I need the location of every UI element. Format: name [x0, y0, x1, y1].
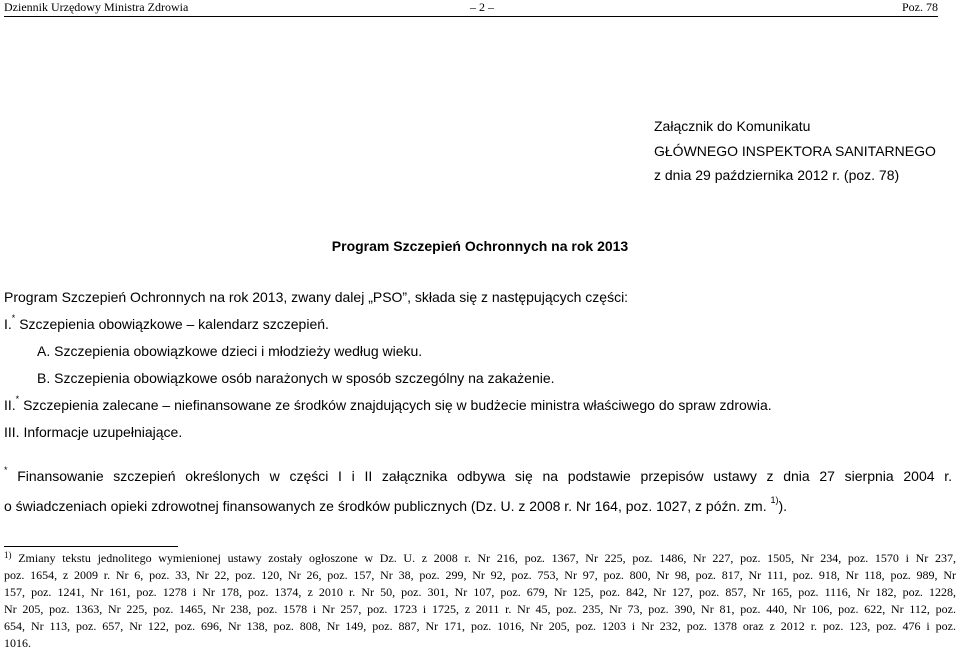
financing-note-line-2	[4, 495, 788, 514]
document-title: Program Szczepień Ochronnych na rok 2013	[331, 238, 629, 254]
section-1	[4, 313, 329, 332]
journal-name: Dziennik Urzędowy Ministra Zdrowia	[4, 0, 189, 14]
financing-note-line-1	[4, 465, 952, 484]
footnote-line: 157, poz. 1241, Nr 161, poz. 1278 i Nr 178, poz. 1374, z 2010 r. Nr 50, poz. 301, Nr 107, poz. 679, Nr 125, poz. 842, Nr 127, poz. 857, Nr 165, poz. 1116, Nr 182, poz. 1228,	[4, 585, 956, 599]
footnote-line: $^{1)}$ Zmiany tekstu jednolitego wymienionej ustawy zostały ogłoszone w Dz. U. z 2008 r. Nr 216, poz. 1367, Nr 225, poz. 1486, Nr 227, poz. 1505, Nr 234, poz. 1570 i Nr 237,	[4, 550, 956, 565]
section-2-number: II.	[4, 397, 16, 413]
section-2-asterisk: *	[15, 394, 20, 404]
footnote	[4, 550, 956, 652]
section-3: III. Informacje uzupełniające.	[4, 424, 183, 440]
page-header	[4, 0, 938, 17]
note-footnote-ref: 1)	[770, 495, 779, 505]
note-line-2-text: o świadczeniach opieki zdrowotnej finansowanych ze środków publicznych (Dz. U. z 2008 r. Nr 164, poz. 1027, z późn. zm.	[4, 498, 767, 514]
section-2-text: Szczepienia zalecane – niefinansowane ze środków znajdujących się w budżecie ministra właściwego do spraw zdrowia.	[23, 397, 772, 413]
footnote-line: Nr 205, poz. 1363, Nr 225, poz. 1465, Nr 238, poz. 1578 i Nr 257, poz. 1723 i 1725, z 2011 r. Nr 45, poz. 235, Nr 73, poz. 390, Nr 81, poz. 440, Nr 106, poz. 622, Nr 112, poz.	[4, 602, 956, 616]
footnote-line: 1016.	[4, 636, 31, 650]
section-1-number: I.	[4, 316, 12, 332]
section-1-text: Szczepienia obowiązkowe – kalendarz szczepień.	[19, 316, 329, 332]
section-1a: A. Szczepienia obowiązkowe dzieci i młodzieży według wieku.	[37, 343, 423, 359]
section-2	[4, 394, 772, 413]
section-1b: B. Szczepienia obowiązkowe osób narażonych w sposób szczególny na zakażenie.	[37, 370, 555, 386]
intro-paragraph: Program Szczepień Ochronnych na rok 2013, zwany dalej „PSO”, składa się z następujących części:	[4, 289, 629, 305]
position-number: Poz. 78	[902, 0, 938, 14]
footnote-line: 654, Nr 113, poz. 657, Nr 122, poz. 696, Nr 138, poz. 808, Nr 149, poz. 887, Nr 171, poz. 1016, Nr 205, poz. 1203 i Nr 232, poz. 1378 oraz z 2012 r. poz. 123, poz. 476 i poz.	[4, 619, 956, 633]
note-line-1-text: Finansowanie szczepień określonych w części I i II załącznika odbywa się na podstawie przepisów ustawy z dnia 27 sierpnia 2004 r.	[17, 468, 952, 484]
footnote-separator	[4, 546, 178, 547]
annex-info	[654, 114, 936, 188]
annex-line-2: GŁÓWNEGO INSPEKTORA SANITARNEGO	[654, 142, 936, 159]
annex-line-1: Załącznik do Komunikatu	[654, 118, 811, 134]
section-1-asterisk: *	[11, 313, 16, 323]
note-line-2-end: ).	[778, 498, 788, 514]
note-asterisk: *	[4, 465, 8, 475]
footnote-marker: 1)	[4, 550, 12, 560]
annex-line-3: z dnia 29 października 2012 r. (poz. 78)	[654, 167, 900, 183]
page-number: – 2 –	[470, 0, 494, 14]
footnote-line: poz. 1654, z 2009 r. Nr 6, poz. 33, Nr 22, poz. 120, Nr 26, poz. 157, Nr 38, poz. 299, Nr 92, poz. 753, Nr 97, poz. 800, Nr 98, poz. 817, Nr 111, poz. 918, Nr 118, poz. 989, Nr	[4, 568, 956, 582]
